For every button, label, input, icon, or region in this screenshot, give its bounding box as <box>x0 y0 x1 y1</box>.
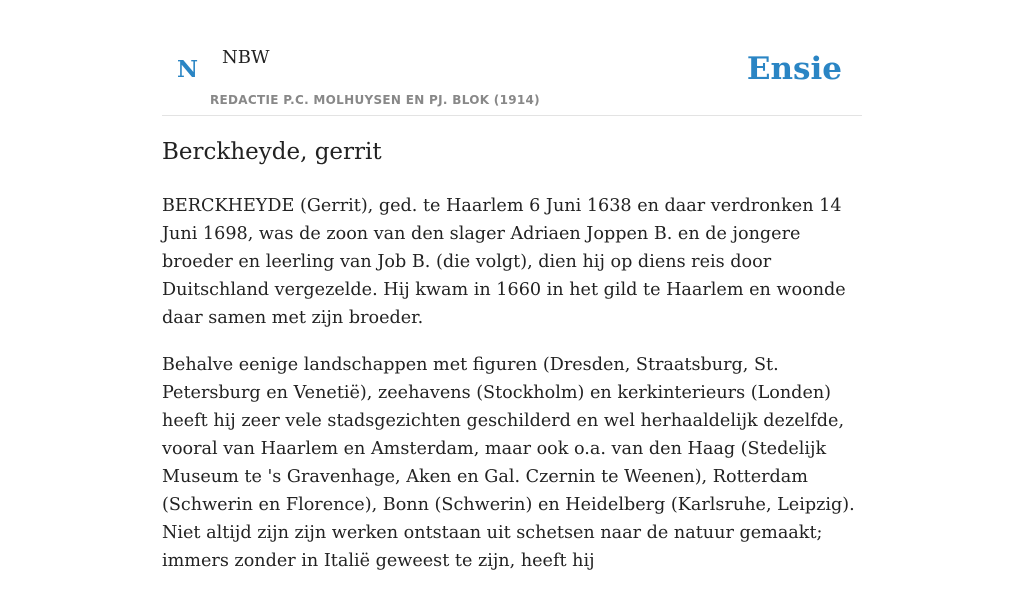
article-paragraph-2: Behalve eenige landschappen met figuren (Dresden, Straatsburg, St. Petersburg en Venetië), zeehavens (Stockholm) en kerkinterieurs (Londen) heeft hij zeer vele stadsgezichten geschilderd en wel herhaaldelijk dezelfde, vooral van Haarlem en Amsterdam, maar ook o.a. van den Haag (Stedelijk Museum te 's Gravenhage, Aken en Gal. Czernin te Weenen), Rotterdam (Schwerin en Florence), Bonn (Schwerin) en Heidelberg (Karlsruhe, Leipzig). Niet altijd zijn zijn werken ontstaan uit schetsen naar de natuur gemaakt; immers zonder in Italië geweest te zijn, heeft hij <box>162 355 855 571</box>
ensie-brand-logo[interactable]: Ensie <box>746 51 842 87</box>
site-header <box>162 40 862 116</box>
book-subtitle: REDACTIE P.C. MOLHUYSEN EN PJ. BLOK (1914) <box>210 93 540 107</box>
article-title: Berckheyde, gerrit <box>162 139 382 165</box>
book-logo[interactable]: N <box>177 56 199 83</box>
article-body <box>162 192 864 594</box>
book-title-link[interactable]: NBW <box>222 47 270 68</box>
article-paragraph-1: BERCKHEYDE (Gerrit), ged. te Haarlem 6 Juni 1638 en daar verdronken 14 Juni 1698, was de zoon van den slager Adriaen Joppen B. en de jongere broeder en leerling van Job B. (die volgt), dien hij op diens reis door Duitschland vergezelde. Hij kwam in 1660 in het gild te Haarlem en woonde daar samen met zijn broeder. <box>162 196 846 328</box>
